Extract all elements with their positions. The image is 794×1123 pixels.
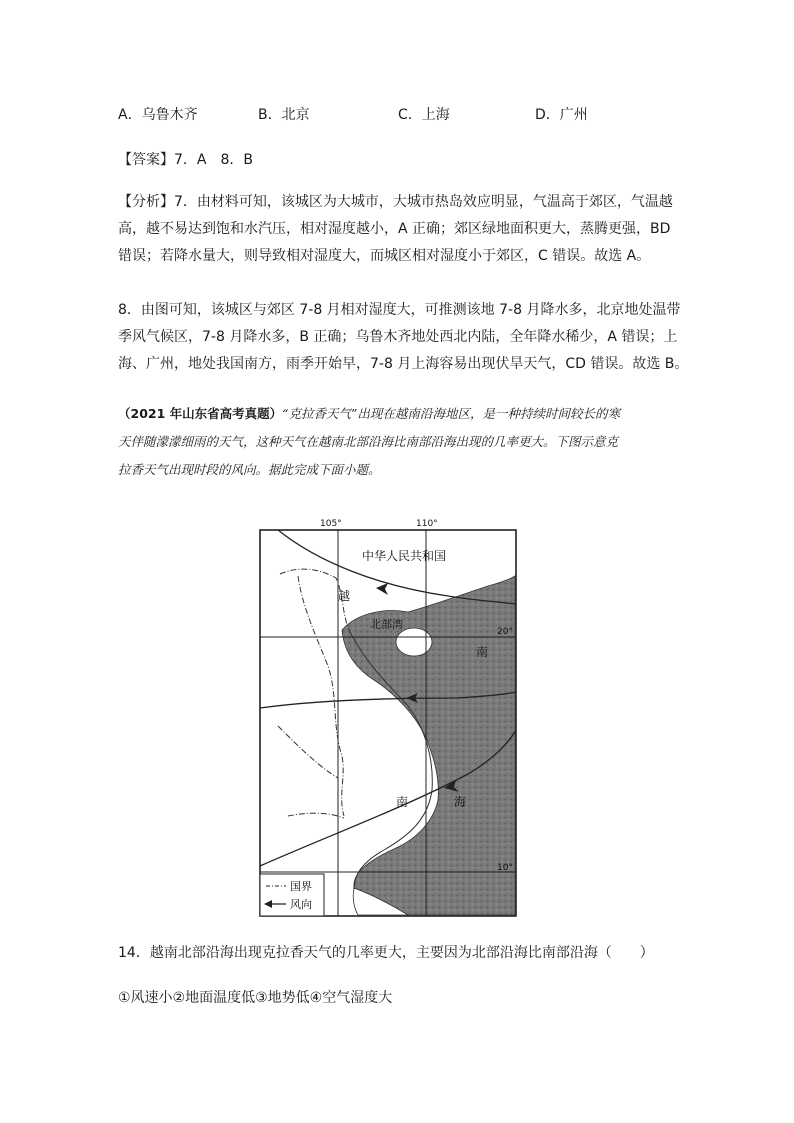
answer-line: 【答案】7．A 8．B (118, 152, 253, 168)
analysis-8 (118, 297, 689, 378)
intro-line-2-text: 天伴随濛濛细雨的天气，这种天气在越南北部沿海比南部沿海出现的几率更大。下图示意克 (118, 434, 619, 449)
label-country: 中华人民共和国 (362, 549, 447, 563)
analysis-7-line-1: 【分析】7．由材料可知，该城区为大城市，大城市热岛效应明显，气温高于郊区，气温越 (118, 194, 673, 210)
option-d: D．广州 (535, 107, 588, 123)
label-vietnam-nan: 南 (396, 795, 409, 809)
option-c: C．上海 (398, 107, 450, 123)
hainan-island (396, 628, 432, 656)
label-lat-20: 20° (497, 627, 513, 637)
label-hai-sea: 海 (454, 795, 467, 809)
label-nan-sea: 南 (476, 645, 489, 659)
map-figure (258, 516, 520, 918)
question-14-choices: ①风速小②地面温度低③地势低④空气湿度大 (118, 990, 393, 1006)
analysis-7-line-2: 高，越不易达到饱和水汽压，相对湿度越小，A 正确；郊区绿地面积更大，蒸腾更强，BD (118, 221, 671, 237)
analysis-8-line-2: 季风气候区，7-8 月降水多，B 正确；乌鲁木齐地处西北内陆，全年降水稀少，A 错误；上 (118, 329, 678, 345)
intro-line-3 (118, 456, 620, 484)
label-lat-10: 10° (497, 863, 513, 873)
analysis-7 (118, 189, 678, 270)
option-b: B．北京 (258, 107, 310, 123)
question-14: 14．越南北部沿海出现克拉香天气的几率更大，主要因为北部沿海比南部沿海（ ） (118, 945, 654, 961)
label-lon-105: 105° (320, 519, 342, 529)
analysis-8-line-3: 海、广州，地处我国南方，雨季开始早，7-8 月上海容易出现伏旱天气，CD 错误。故选 B。 (118, 356, 689, 372)
legend-wind-label: 风向 (290, 898, 312, 911)
label-beibu: 北部湾 (370, 618, 403, 631)
label-yue: 越 (338, 589, 351, 603)
legend-border-label: 国界 (290, 880, 312, 893)
intro-line-1 (118, 400, 620, 428)
analysis-7-line-3: 错误；若降水量大，则导致相对湿度大，而城区相对湿度小于郊区，C 错误。故选 A。 (118, 248, 651, 264)
label-lon-110: 110° (416, 519, 438, 529)
intro-line-3-text: 拉香天气出现时段的风向。据此完成下面小题。 (118, 462, 381, 477)
question-intro (118, 400, 620, 484)
intro-source: （2021 年山东省高考真题） (118, 406, 283, 421)
intro-line-2 (118, 428, 620, 456)
option-a: A．乌鲁木齐 (118, 107, 198, 123)
intro-line-1-text: “克拉香天气”出现在越南沿海地区，是一种持续时间较长的寒 (282, 406, 620, 421)
analysis-8-line-1: 8．由图可知，该城区与郊区 7-8 月相对湿度大，可推测该地 7-8 月降水多，北京地处温带 (118, 302, 681, 318)
